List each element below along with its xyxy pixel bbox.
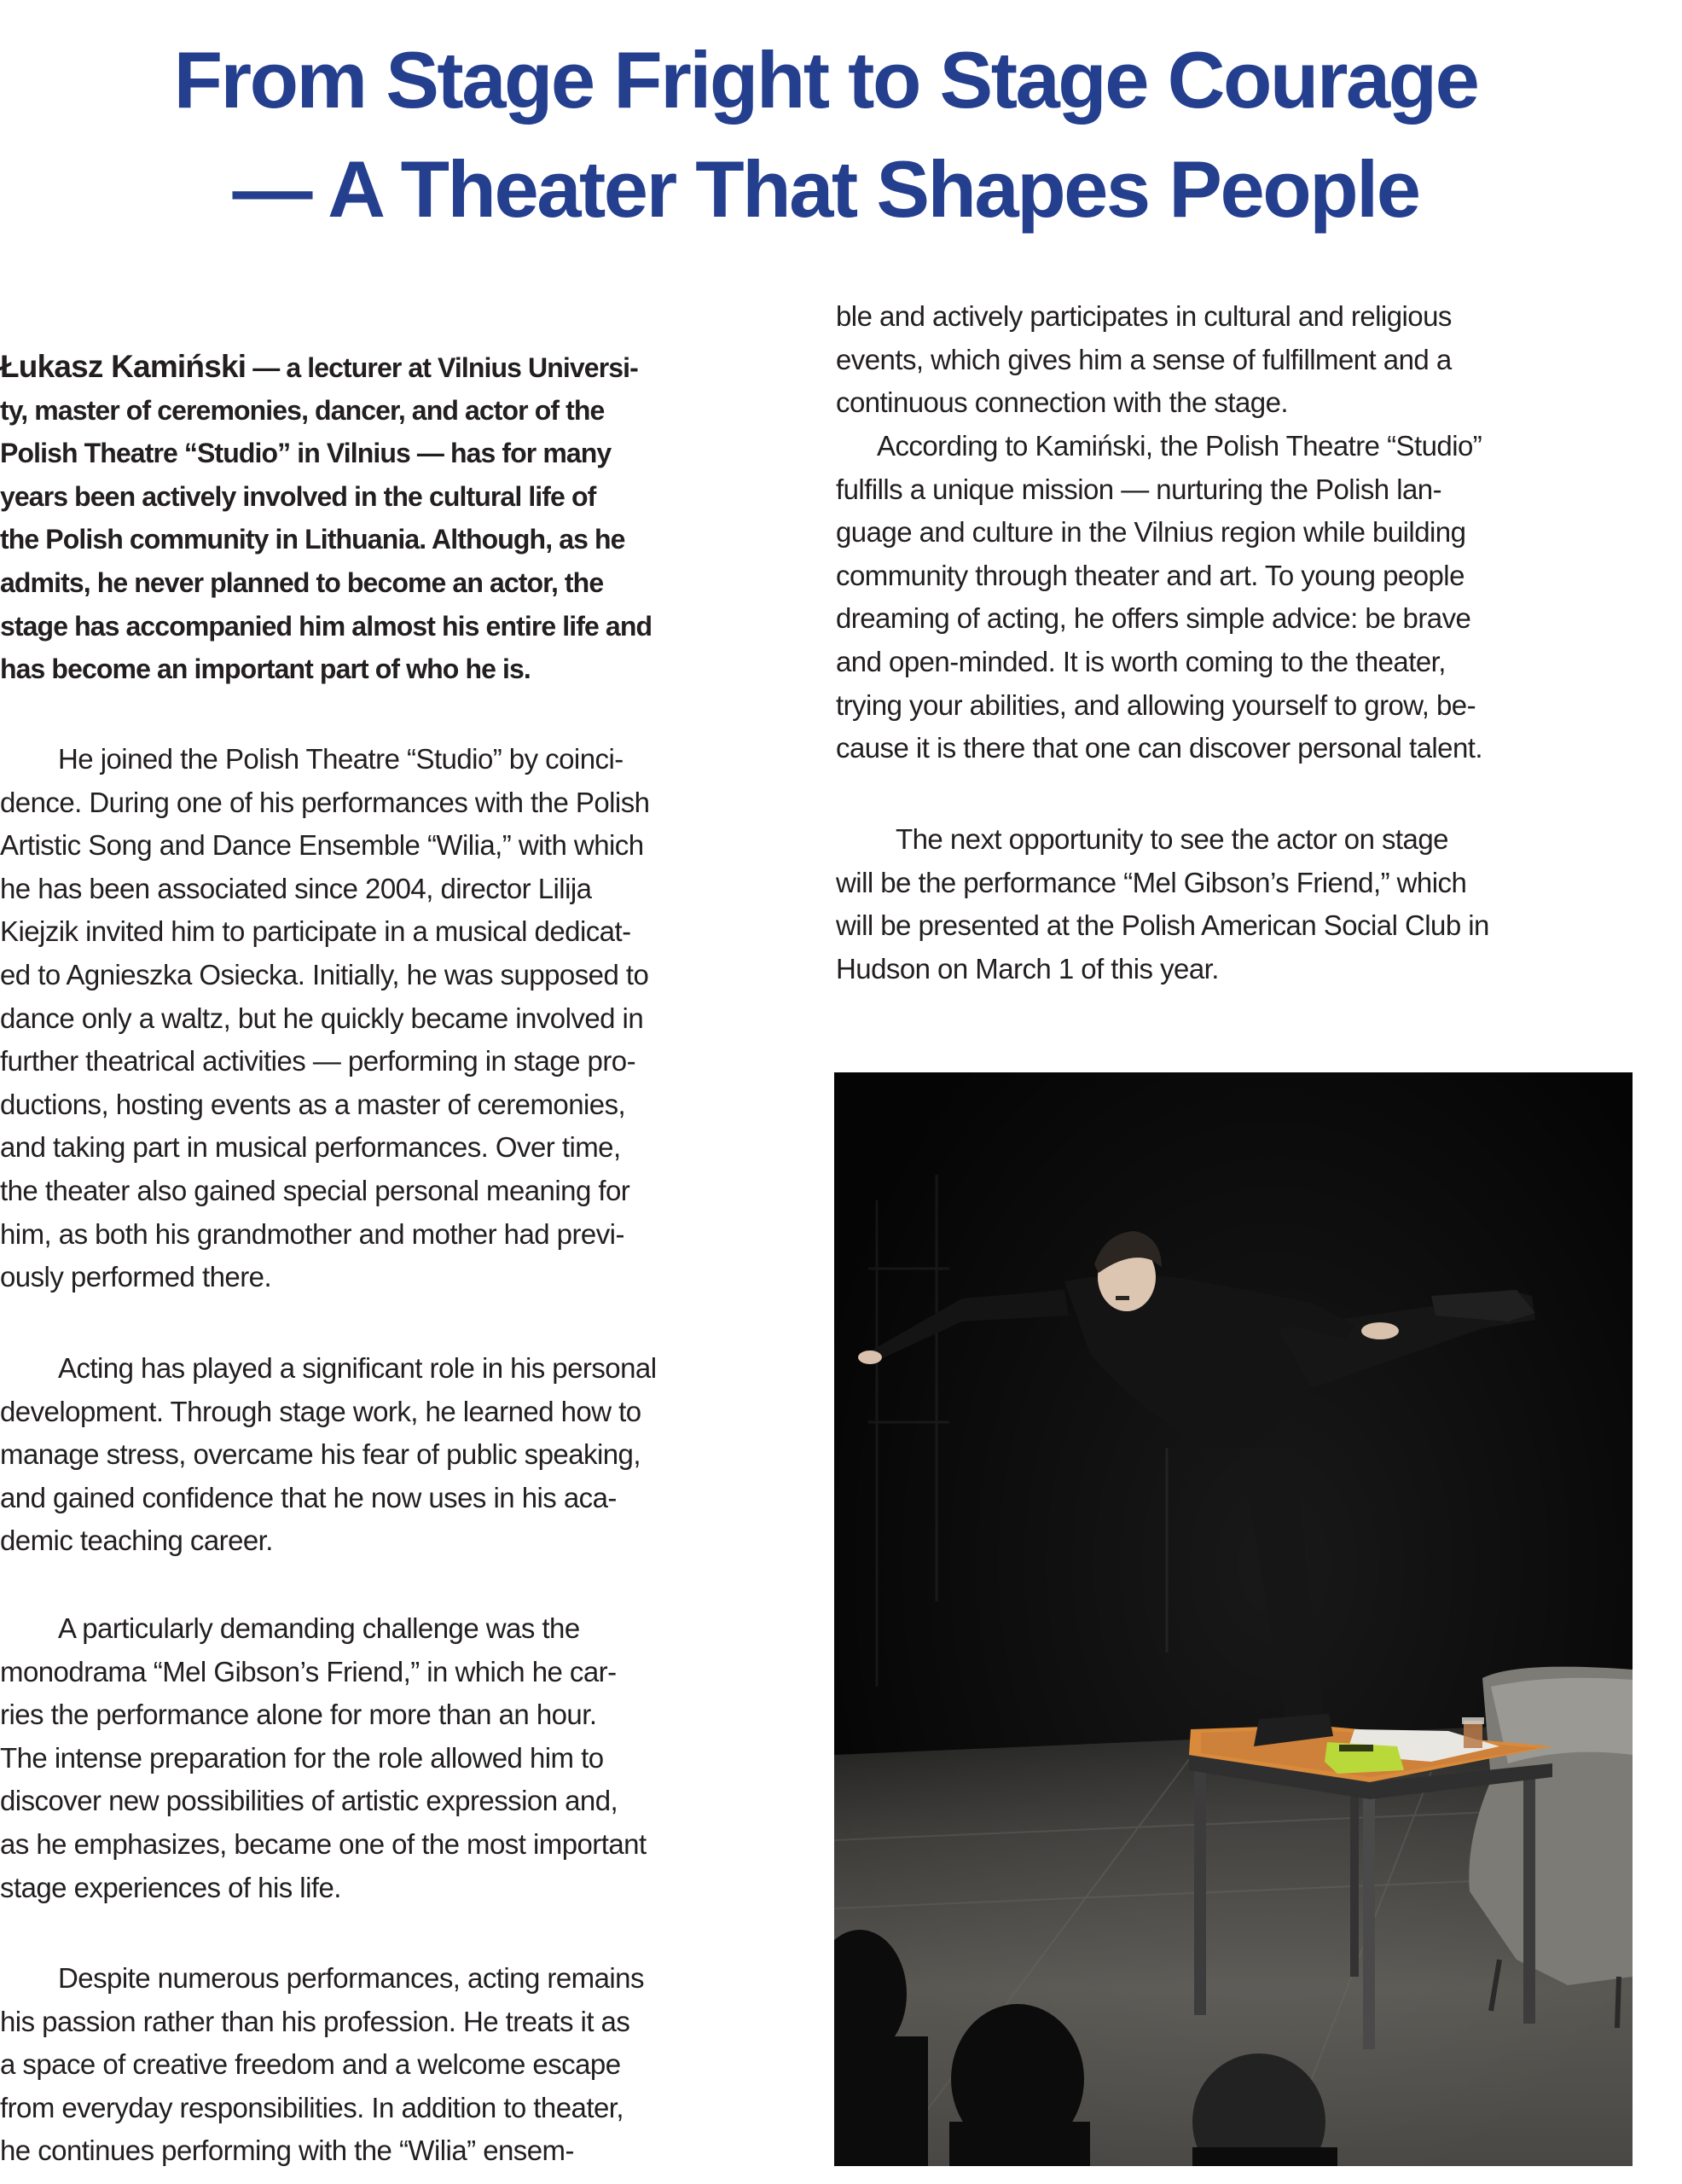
body-line: ed to Agnieszka Osiecka. Initially, he was supposed to (0, 958, 649, 990)
body-line: and gained confidence that he now uses in his aca- (0, 1481, 617, 1513)
intro-line: Polish Theatre “Studio” in Vilnius — has for many (0, 438, 612, 469)
body-line: him, as both his grandmother and mother had previ- (0, 1217, 624, 1250)
body-line: community through theater and art. To young people (836, 559, 1464, 591)
body-line: as he emphasizes, became one of the most important (0, 1827, 647, 1860)
body-line: continuous connection with the stage. (836, 386, 1289, 419)
paragraph-passion (0, 1957, 798, 2173)
body-line: manage stress, overcame his fear of public speaking, (0, 1438, 641, 1471)
paragraph-next-performance (836, 818, 1638, 990)
body-line: Artistic Song and Dance Ensemble “Wilia,” with which (0, 829, 644, 862)
article-title-line-1: From Stage Fright to Stage Courage (173, 35, 1478, 125)
body-line: and taking part in musical performances. Over time, (0, 1131, 621, 1164)
intro-line: stage has accompanied him almost his entire life and (0, 610, 652, 642)
intro-paragraph (0, 346, 798, 691)
body-line: events, which gives him a sense of fulfillment and a (836, 343, 1452, 375)
body-line: dance only a waltz, but he quickly became involved in (0, 1002, 644, 1034)
article-title-line-2: — A Theater That Shapes People (232, 144, 1419, 234)
body-line: he has been associated since 2004, director Lilija (0, 872, 592, 904)
performance-photo (834, 1072, 1633, 2166)
body-line: will be the performance “Mel Gibson’s Friend,” which (836, 866, 1467, 898)
body-line: monodrama “Mel Gibson’s Friend,” in which he car- (0, 1655, 617, 1687)
body-line: Despite numerous performances, acting remains (58, 1962, 644, 1994)
body-line: trying your abilities, and allowing yourself to grow, be- (836, 688, 1476, 721)
intro-line: Łukasz Kamiński — a lecturer at Vilnius Universi- (0, 349, 638, 384)
body-line: The intense preparation for the role allowed him to (0, 1741, 604, 1774)
body-line: further theatrical activities — performing in stage pro- (0, 1045, 636, 1077)
author-name: Łukasz Kamiński (0, 349, 246, 384)
paragraph-monodrama (0, 1607, 798, 1909)
left-column (0, 0, 798, 2184)
body-line: stage experiences of his life. (0, 1871, 341, 1903)
body-line: Acting has played a significant role in his personal (58, 1352, 657, 1384)
body-line: his passion rather than his profession. He treats it as (0, 2005, 630, 2037)
paragraph-mission-advice (836, 425, 1638, 770)
body-line: dreaming of acting, he offers simple advice: be brave (836, 602, 1471, 635)
intro-line: ty, master of ceremonies, dancer, and actor of the (0, 394, 605, 426)
body-line: He joined the Polish Theatre “Studio” by coinci- (58, 743, 624, 775)
body-line: discover new possibilities of artistic expression and, (0, 1785, 618, 1817)
stage-scene-illustration (834, 1072, 1633, 2166)
body-line: cause it is there that one can discover personal talent. (836, 732, 1482, 764)
paragraph-continuation (836, 295, 1638, 425)
intro-line: admits, he never planned to become an actor, the (0, 566, 604, 598)
body-line: a space of creative freedom and a welcome escape (0, 2048, 621, 2081)
body-line: development. Through stage work, he learned how to (0, 1395, 641, 1427)
intro-line: the Polish community in Lithuania. Although, as he (0, 524, 625, 555)
right-column (836, 0, 1638, 1066)
body-line: Kiejzik invited him to participate in a musical dedicat- (0, 915, 631, 948)
body-line: fulfills a unique mission — nurturing the Polish lan- (836, 473, 1442, 505)
body-line: he continues performing with the “Wilia” ensem- (0, 2135, 574, 2167)
body-line: ble and actively participates in cultural and religious (836, 300, 1452, 332)
body-line: guage and culture in the Vilnius region while building (836, 516, 1466, 549)
body-line: ously performed there. (0, 1261, 272, 1293)
body-line: will be presented at the Polish American Social Club in (836, 909, 1489, 942)
body-line: dence. During one of his performances with the Polish (0, 786, 650, 818)
body-line: According to Kamiński, the Polish Theatre “Studio” (877, 430, 1482, 462)
intro-line: years been actively involved in the cultural life of (0, 480, 596, 512)
body-line: ductions, hosting events as a master of ceremonies, (0, 1088, 626, 1120)
paragraph-joining-studio (0, 738, 798, 1299)
paragraph-personal-development (0, 1347, 798, 1563)
drink-cup (1464, 1721, 1482, 1748)
body-line: A particularly demanding challenge was the (58, 1612, 580, 1644)
body-line: Hudson on March 1 of this year. (836, 952, 1219, 985)
intro-line: has become an important part of who he is. (0, 653, 531, 685)
body-line: The next opportunity to see the actor on stage (896, 823, 1448, 855)
body-line: and open-minded. It is worth coming to the theater, (836, 645, 1446, 677)
body-line: ries the performance alone for more than an hour. (0, 1699, 597, 1731)
body-line: demic teaching career. (0, 1525, 273, 1557)
body-line: from everyday responsibilities. In addition to theater, (0, 2091, 624, 2123)
body-line: the theater also gained special personal meaning for (0, 1174, 630, 1206)
